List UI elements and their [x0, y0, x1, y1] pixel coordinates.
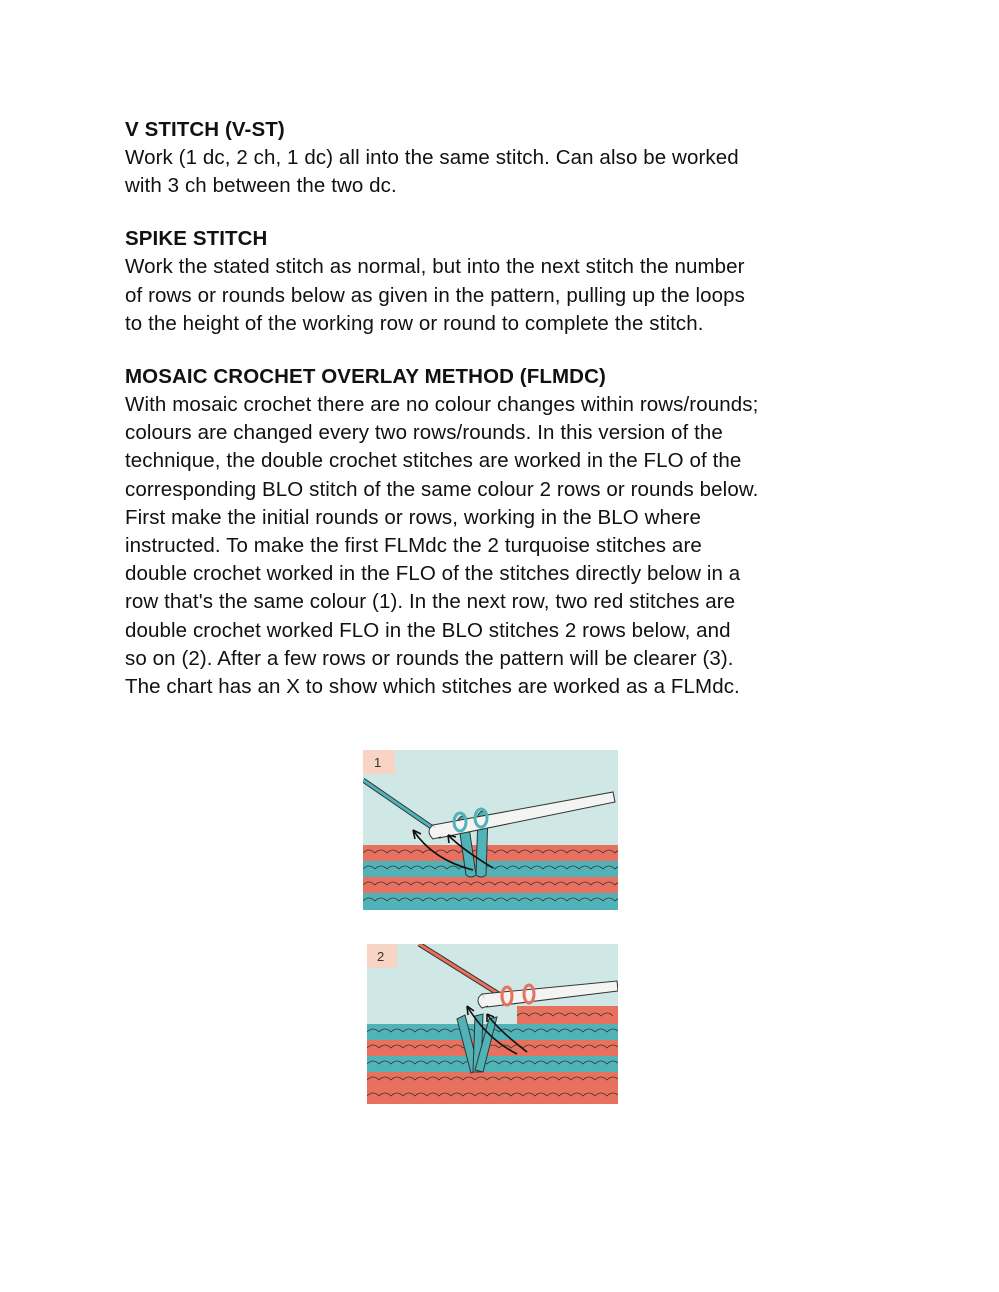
body-line: colours are changed every two rows/rounds. In this version of the [125, 421, 723, 445]
section-spike-stitch [125, 225, 885, 338]
body-line: The chart has an X to show which stitches are worked as a FLMdc. [125, 675, 740, 699]
section-heading: SPIKE STITCH [125, 227, 268, 251]
body-line: First make the initial rounds or rows, working in the BLO where [125, 505, 701, 529]
section-v-stitch [125, 116, 885, 200]
section-heading: MOSAIC CROCHET OVERLAY METHOD (FLMDC) [125, 365, 606, 389]
figure-label: 1 [374, 755, 382, 770]
body-line: With mosaic crochet there are no colour changes within rows/rounds; [125, 393, 759, 417]
body-line: double crochet worked FLO in the BLO stitches 2 rows below, and [125, 618, 731, 642]
figure-label: 2 [377, 949, 385, 964]
body-line: to the height of the working row or round to complete the stitch. [125, 311, 704, 335]
section-mosaic-crochet [125, 363, 885, 701]
body-line: Work (1 dc, 2 ch, 1 dc) all into the same stitch. Can also be worked [125, 146, 739, 169]
body-line: with 3 ch between the two dc. [125, 174, 397, 198]
body-line: technique, the double crochet stitches are worked in the FLO of the [125, 449, 742, 473]
section-heading: V STITCH (V-ST) [125, 118, 285, 141]
crochet-illustration-1-svg [363, 750, 618, 910]
body-line: Work the stated stitch as normal, but into the next stitch the number [125, 255, 745, 279]
fabric-rows [363, 845, 618, 910]
body-line: double crochet worked in the FLO of the stitches directly below in a [125, 562, 741, 586]
body-line: of rows or rounds below as given in the pattern, pulling up the loops [125, 283, 745, 307]
crochet-illustration-2-svg [367, 944, 618, 1104]
crochet-illustration-2 [367, 944, 618, 1104]
body-line: row that's the same colour (1). In the next row, two red stitches are [125, 590, 736, 614]
body-line: so on (2). After a few rows or rounds the pattern will be clearer (3). [125, 646, 734, 670]
body-line: corresponding BLO stitch of the same colour 2 rows or rounds below. [125, 477, 759, 501]
text-content [125, 116, 885, 726]
body-line: instructed. To make the first FLMdc the 2 turquoise stitches are [125, 534, 702, 558]
crochet-illustration-1 [363, 750, 618, 910]
